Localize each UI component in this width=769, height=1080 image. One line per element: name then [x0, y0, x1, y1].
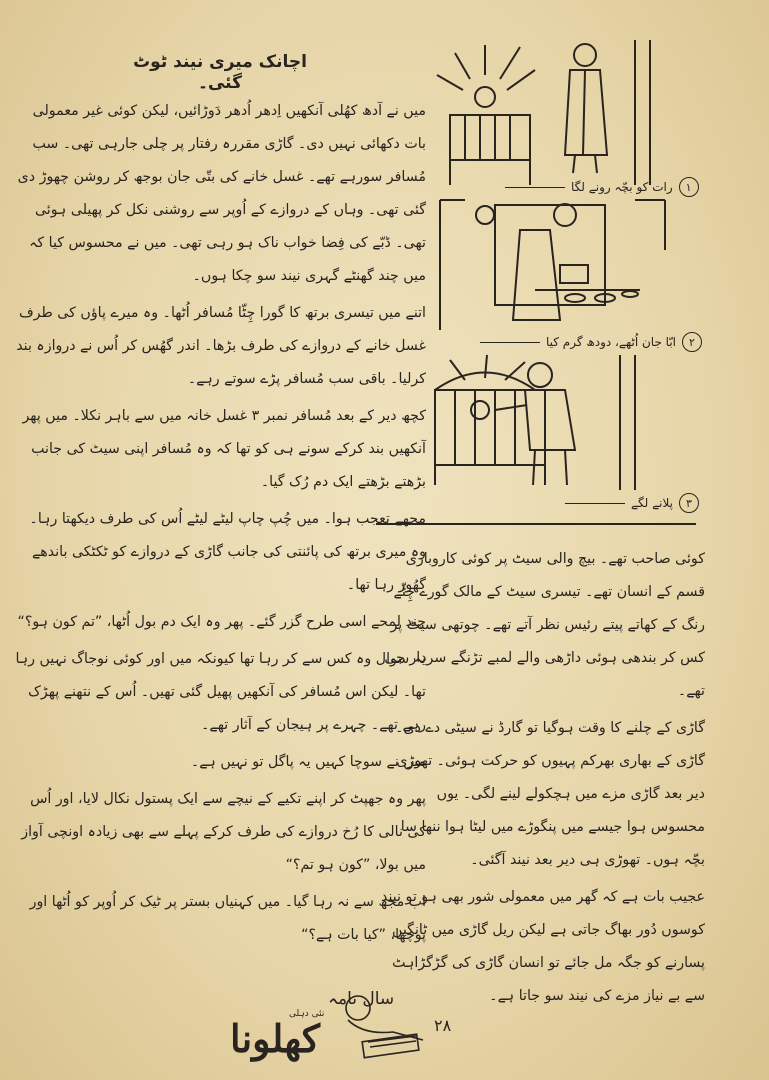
magazine-logo: کھلونا	[230, 1016, 320, 1061]
paragraph: اتنے میں تیسری برتھ کا گورا چِٹّا مُسافر اُٹھا۔ وہ میرے پاؤں کی طرف غسل خانے کے دروازے کی طرف بڑھا۔ اندر گھُس کر اُس نے دروازہ بند کرلیا۔ باقی سب مُسافر پڑے سوتے رہے۔	[16, 305, 426, 387]
caption-text: ابّا جان اُٹھے، دودھ گرم کیا	[546, 335, 677, 349]
right-text-column	[380, 543, 705, 1017]
caption-2	[480, 332, 702, 352]
annual-issue-label: سال نامہ	[328, 989, 395, 1009]
feeding-baby-illustration	[425, 350, 675, 510]
paragraph: یہ سوال وہ کس سے کر رہا تھا کیونکہ میں اور کوئی نوجاگ نہیں رہا تھا۔ لیکن اس مُسافر کی آنکھیں پھیل گئی تھیں۔ اُس کے نتھنے پھڑک رہے تھے۔ چہرے پر ہیجان کے آثار تھے۔	[15, 651, 426, 733]
illustration-panel-3	[425, 350, 692, 520]
paragraph: عجیب بات ہے کہ گھر میں معمولی شور بھی ہو تو نیند کوسوں دُور بھاگ جاتی ہے لیکن ریل گاڑی میں ٹانگیں پسارنے کو جگہ مل جائے تو انسان گاڑی کی گڑگڑاہٹ سے بے نیاز مزے کی نیند سو جاتا ہے۔	[381, 889, 705, 1004]
paragraph: کچھ دیر کے بعد مُسافر نمبر ۳ غسل خانہ میں سے باہر نکلا۔ میں پھر آنکھیں بند کرکے سونے ہی کو تھا کہ وہ مُسافر اپنی سیٹ کی جانب بڑھتے بڑھتے ایک دم رُک گیا۔	[22, 408, 426, 490]
left-text-column	[14, 95, 426, 956]
caption-3	[565, 493, 699, 513]
warming-milk-illustration	[425, 190, 675, 355]
page-number: ۲۸	[434, 1016, 452, 1035]
caption-number: ۲	[682, 332, 702, 352]
paragraph: میں نے آدھ کھُلی آنکھیں اِدھر اُدھر دَوڑائیں، لیکن کوئی غیر معمولی بات دکھائی نہیں دی۔ گاڑی مقررہ رفتار پر چلی جارہی تھی۔ سب مُسافر سورہے تھے۔ غسل خانے کی بتّی جان بوجھ کر روشن چھوڑ دی گئی تھی۔ وہاں کے دروازے کے اُوپر سے روشنی نکل کر پھیلی ہوئی تھی۔ ڈبّے کی فِضا خواب ناک ہو رہی تھی۔ میں نے محسوس کیا کہ میں چند گھنٹے گہری نیند سو چکا ہوں۔	[17, 103, 426, 284]
illustration-panel-2	[425, 190, 695, 360]
paragraph: پھر وہ جھپٹ کر اپنے تکیے کے نیچے سے ایک پستول نکال لایا، اور اُس کی نالی کا رُخ دروازے کی طرف کرکے پہلے سے بھی زیادہ اونچی آواز میں بولا، ”کون ہو تم؟“	[21, 791, 426, 873]
city-label: نئی دہلی	[289, 1009, 325, 1019]
section-heading: اچانک میری نیند ٹوٹ گئی۔	[133, 52, 307, 93]
caption-text: رات کو بچّہ رونے لگا	[571, 180, 673, 194]
illustration-panel-1	[425, 35, 692, 200]
paragraph: کوئی صاحب تھے۔ بیچ والی سیٹ پر کوئی کاروباری قسم کے انسان تھے۔ تیسری سیٹ کے مالک گورے چِٹّے رنگ کے کھاتے پیتے رئیس نظر آتے تھے۔ چوتھی سیٹ پر کس کر بندھی ہوئی داڑھی والے لمبے تڑنگے سردار جی تھے۔	[384, 551, 705, 699]
paragraph: میں نے سوچا کہیں یہ پاگل تو نہیں ہے۔	[190, 754, 426, 770]
crying-baby-illustration	[425, 35, 675, 200]
paragraph: مجھے تعجب ہوا۔ میں چُپ چاپ لیٹے لیٹے اُس کی طرف دیکھتا رہا۔ وہ میری برتھ کی پائنتی کی جانب گاڑی کے دروازے کو ٹکٹکی باندھے گھُور رہا تھا۔	[29, 511, 426, 593]
caption-number: ۱	[679, 177, 699, 197]
paragraph: گاڑی کے چلنے کا وقت ہوگیا تو گارڈ نے سیٹی دے دی۔ گاڑی کے بھاری بھرکم پہیوں کو حرکت ہوئی۔ تھوڑی دیر بعد گاڑی مزے میں ہچکولے لینے لگی۔ یوں محسوس ہوا جیسے میں پنگوڑے میں لیٹا ہوا ننھا سا بچّہ ہوں۔ تھوڑی ہی دیر بعد نیند آگئی۔	[395, 720, 705, 868]
paragraph: اب مجھ سے نہ رہا گیا۔ میں کہنیاں بستر پر ٹیک کر اُوپر کو اُٹھا اور پوچھا، ”کیا بات ہے؟“	[29, 894, 426, 943]
caption-number: ۳	[679, 493, 699, 513]
caption-dash	[505, 187, 565, 188]
caption-dash	[480, 342, 540, 343]
caption-dash	[565, 503, 625, 504]
caption-text: پلانے لگے	[631, 496, 673, 510]
paragraph: چند لمحے اسی طرح گزر گئے۔ پھر وہ ایک دم بول اُٹھا، ”تم کون ہو؟“	[17, 614, 426, 630]
